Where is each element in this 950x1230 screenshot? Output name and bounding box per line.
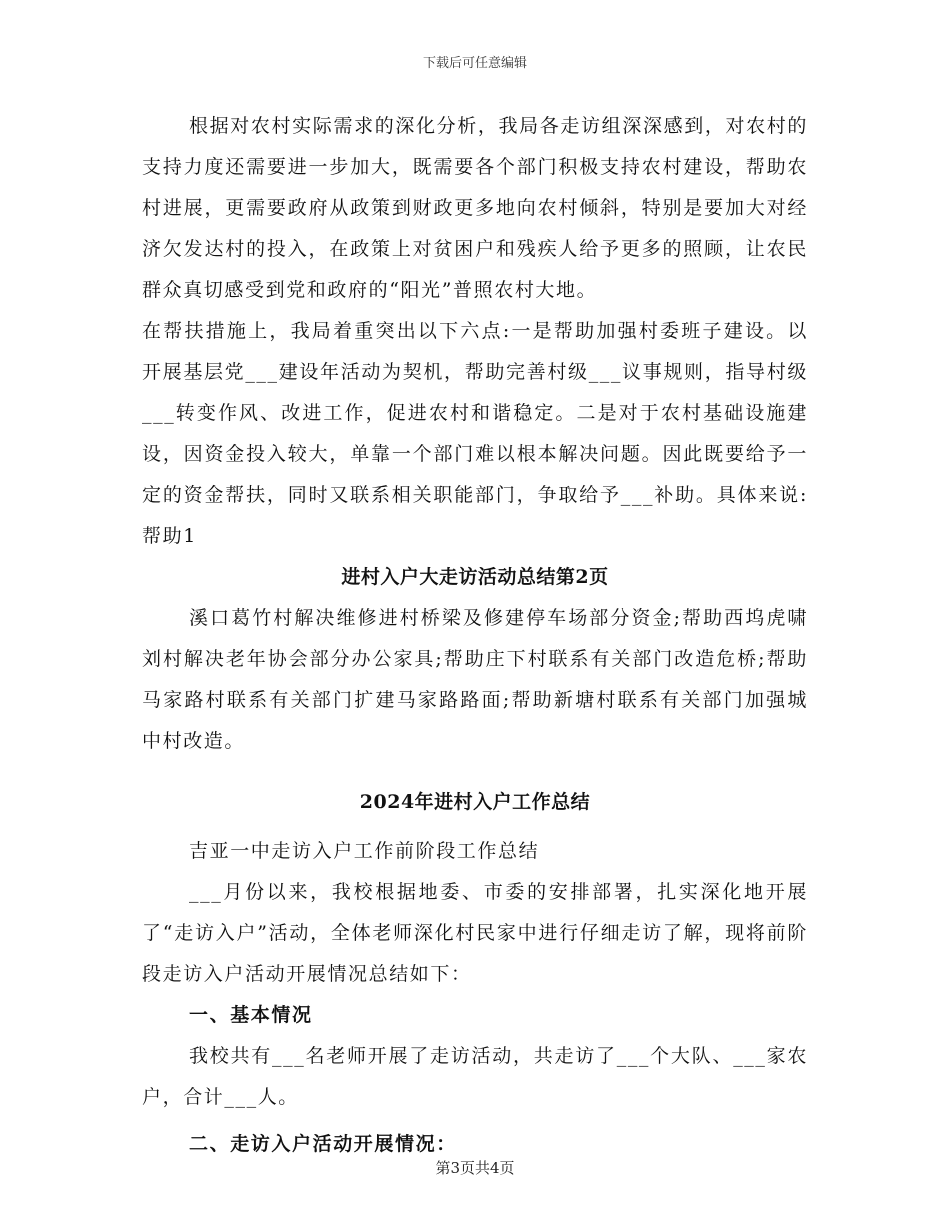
- paragraph-assistance-measures: 在帮扶措施上，我局着重突出以下六点:一是帮助加强村委班子建设。以开展基层党___建设年活动为契机，帮助完善村级___议事规则，指导村级___转变作风、改进工作，促进农村和谐稳定。二是对于农村基础设施建设，因资金投入较大，单靠一个部门难以根本解决问题。因此既要给予一定的资金帮扶，同时又联系相关职能部门，争取给予___补助。具体来说:帮助1: [142, 320, 808, 547]
- paragraph-village-help-list: 溪口葛竹村解决维修进村桥梁及修建停车场部分资金;帮助西坞虎啸刘村解决老年协会部分办公家具;帮助庄下村联系有关部门改造危桥;帮助马家路村联系有关部门扩建马家路路面;帮助新塘村联系有关部门加强城中村改造。: [142, 607, 808, 752]
- document-body: [142, 106, 808, 1165]
- section-title-visit-summary: 进村入户大走访活动总结第2页: [341, 566, 609, 588]
- page-number-footer: 第3页共4页: [435, 1159, 515, 1177]
- heading-basic-situation: 一、基本情况: [189, 1004, 313, 1026]
- section-title-work-summary: 2024年进村入户工作总结: [359, 791, 591, 813]
- page-header-note: 下载后可任意编辑: [422, 56, 527, 71]
- paragraph-subtitle: 吉亚一中走访入户工作前阶段工作总结: [189, 840, 540, 862]
- paragraph-support-analysis: 根据对农村实际需求的深化分析，我局各走访组深深感到，对农村的支持力度还需要进一步加大，既需要各个部门积极支持农村建设，帮助农村进展，更需要政府从政策到财政更多地向农村倾斜，特别是要加大对经济欠发达村的投入，在政策上对贫困户和残疾人给予更多的照顾，让农民群众真切感受到党和政府的“阳光”普照农村大地。: [142, 115, 808, 301]
- paragraph-basic-situation: 我校共有___名老师开展了走访活动，共走访了___个大队、___家农户，合计___人。: [142, 1045, 808, 1108]
- heading-activity-progress: 二、走访入户活动开展情况：: [189, 1133, 457, 1155]
- paragraph-intro: ___月份以来，我校根据地委、市委的安排部署，扎实深化地开展了“走访入户”活动，全体老师深化村民家中进行仔细走访了解，现将前阶段走访入户活动开展情况总结如下：: [142, 881, 808, 985]
